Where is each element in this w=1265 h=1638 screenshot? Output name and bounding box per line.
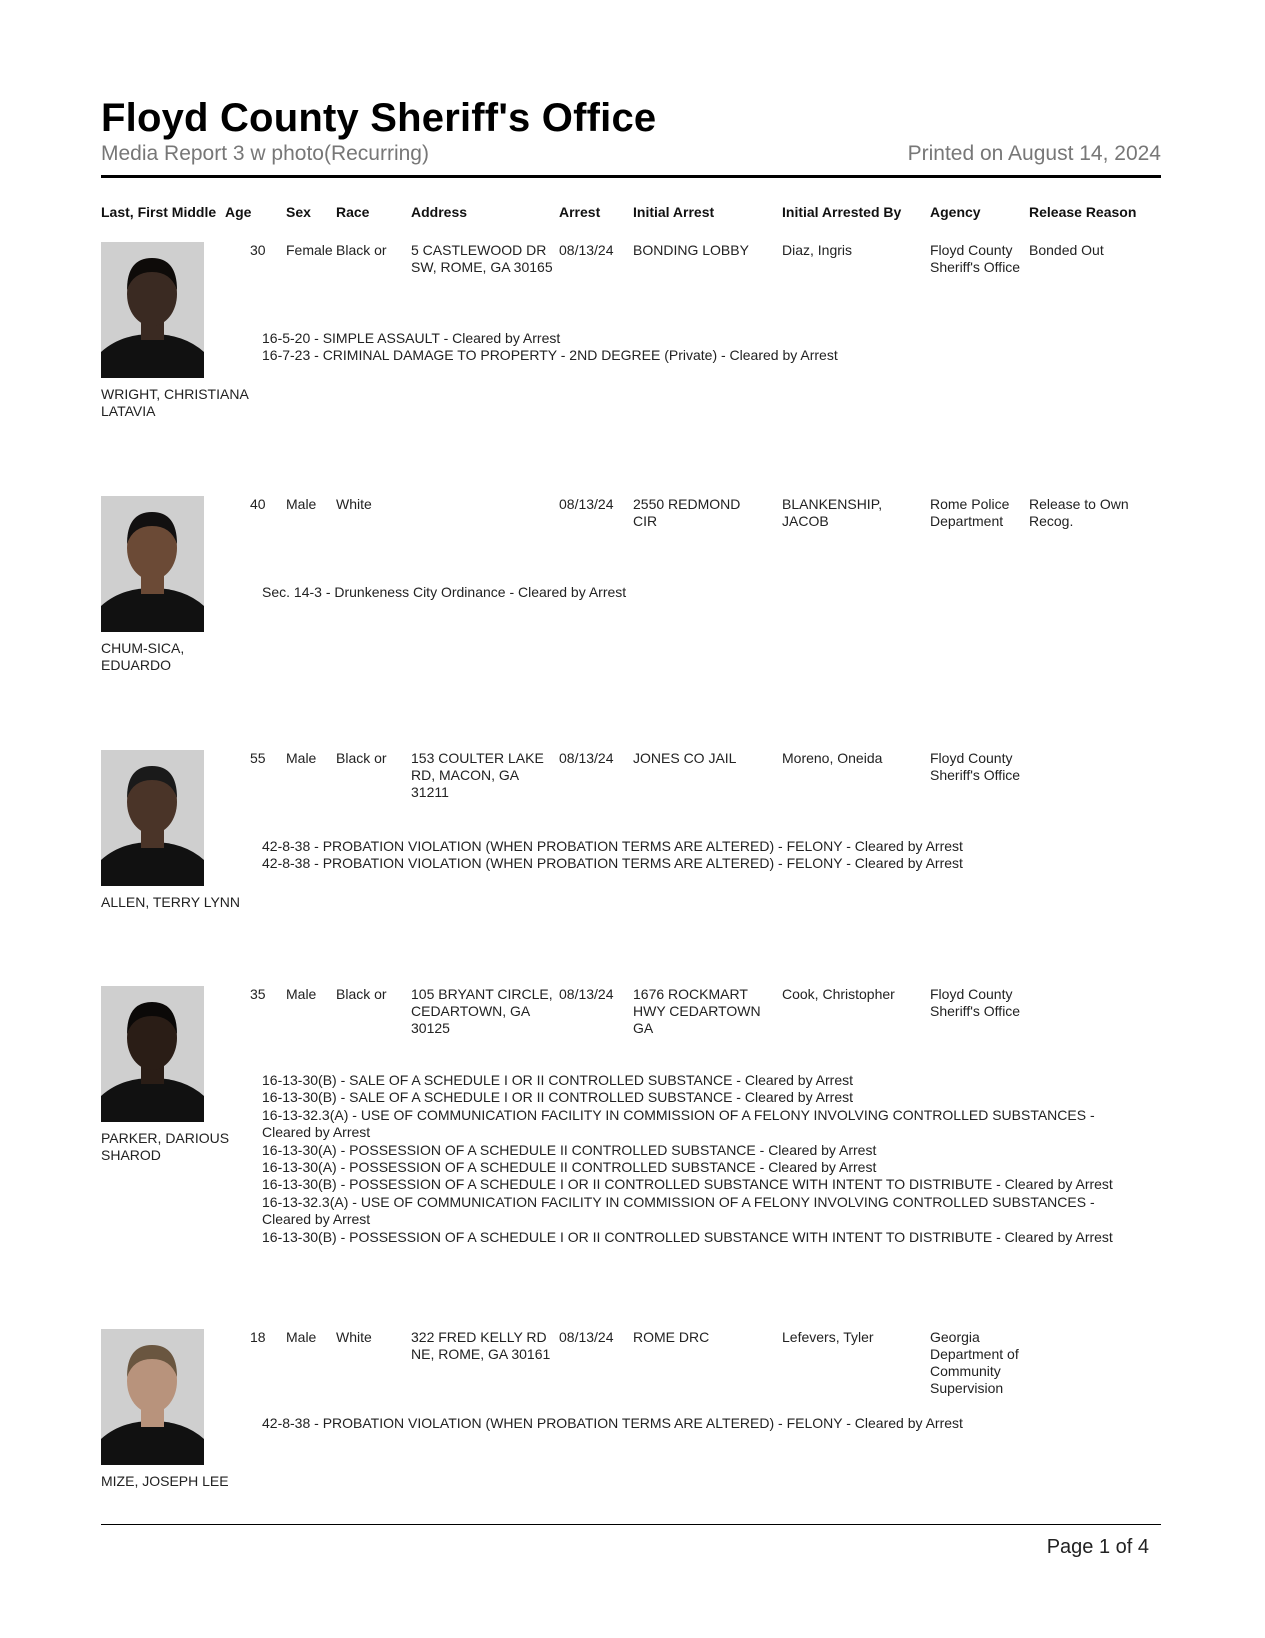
arrest-date-line: 08/13/24 <box>559 750 614 766</box>
arrest-date <box>559 986 614 1003</box>
initial-arrest-location-line: BONDING LOBBY <box>633 242 749 258</box>
col-header-agency: Agency <box>930 204 981 220</box>
arrestee-address-line: SW, ROME, GA 30165 <box>411 259 553 275</box>
initial-arrest-location <box>633 1329 709 1346</box>
col-header-name: Last, First Middle <box>101 204 217 220</box>
arrestee-name <box>101 640 261 674</box>
arrestee-sex <box>286 496 316 513</box>
arresting-agency-line: Floyd County <box>930 986 1013 1002</box>
col-header-initial-arrested-by: Initial Arrested By <box>782 204 902 220</box>
arrestee-race-line: White <box>336 496 372 512</box>
arrestee-age <box>250 986 266 1003</box>
release-reason-line: Recog. <box>1029 513 1074 529</box>
person-silhouette-icon <box>101 242 204 378</box>
charge-line: 16-13-32.3(A) - USE OF COMMUNICATION FACILITY IN COMMISSION OF A FELONY INVOLVING CONTROLLED SUBSTANCES - <box>262 1193 1095 1210</box>
mugshot-photo <box>101 496 204 632</box>
release-reason-line: Release to Own <box>1029 496 1129 512</box>
arrest-date-line: 08/13/24 <box>559 1329 614 1345</box>
arrestee-age <box>250 496 266 513</box>
arresting-agency-line: Floyd County <box>930 750 1013 766</box>
initial-arrest-location <box>633 496 740 530</box>
report-title: Floyd County Sheriff's Office <box>101 96 657 140</box>
charge-line: 16-13-30(B) - SALE OF A SCHEDULE I OR II CONTROLLED SUBSTANCE - Cleared by Arrest <box>262 1089 854 1106</box>
mugshot-photo <box>101 750 204 886</box>
arrest-date <box>559 242 614 259</box>
person-silhouette-icon <box>101 750 204 886</box>
arresting-agency-line: Sheriff's Office <box>930 259 1021 275</box>
arrestee-name-line: PARKER, DARIOUS <box>101 1130 230 1146</box>
initial-arrest-location <box>633 986 761 1037</box>
arrestee-sex <box>286 986 316 1003</box>
arrestee-address-line: 153 COULTER LAKE <box>411 750 544 766</box>
person-silhouette-icon <box>101 496 204 632</box>
release-reason <box>1029 242 1104 259</box>
arrestee-name <box>101 1130 261 1164</box>
arrestee-sex-line: Female <box>286 242 333 258</box>
person-silhouette-icon <box>101 986 204 1122</box>
initial-arrest-location <box>633 750 736 767</box>
charge-line: 16-13-30(B) - POSSESSION OF A SCHEDULE I OR II CONTROLLED SUBSTANCE WITH INTENT TO DISTRIBUTE - Cleared by Arrest <box>262 1176 1113 1193</box>
charge-line: 16-13-30(B) - SALE OF A SCHEDULE I OR II CONTROLLED SUBSTANCE - Cleared by Arrest <box>262 1072 854 1088</box>
arrestee-sex-line: Male <box>286 1329 317 1345</box>
initial-arrested-by <box>782 496 882 530</box>
arresting-agency <box>930 242 1020 276</box>
arrestee-age <box>250 750 266 767</box>
initial-arrested-by-line: Cook, Christopher <box>782 986 895 1002</box>
initial-arrest-location-line: CIR <box>633 513 658 529</box>
arresting-agency <box>930 1329 1019 1397</box>
charge-line: 16-13-30(A) - POSSESSION OF A SCHEDULE II CONTROLLED SUBSTANCE - Cleared by Arrest <box>262 1159 877 1176</box>
arrestee-address-line: 105 BRYANT CIRCLE, <box>411 986 553 1002</box>
arrestee-address-line: RD, MACON, GA <box>411 767 520 783</box>
charge-line: Cleared by Arrest <box>262 1124 371 1141</box>
charge-line: Sec. 14-3 - Drunkeness City Ordinance - Cleared by Arrest <box>262 584 627 600</box>
arrestee-race <box>336 986 387 1003</box>
arrest-date <box>559 1329 614 1346</box>
arrestee-race-line: Black or <box>336 242 387 258</box>
arrest-date-line: 08/13/24 <box>559 242 614 258</box>
initial-arrest-location <box>633 242 749 259</box>
arrestee-age-line: 18 <box>250 1329 266 1345</box>
arresting-agency <box>930 496 1009 530</box>
arresting-agency-line: Supervision <box>930 1380 1004 1396</box>
initial-arrest-location-line: JONES CO JAIL <box>633 750 737 766</box>
arrestee-address-line: 31211 <box>411 784 449 800</box>
release-reason-line: Bonded Out <box>1029 242 1104 258</box>
arresting-agency-line: Floyd County <box>930 242 1013 258</box>
arrest-date-line: 08/13/24 <box>559 986 614 1002</box>
initial-arrested-by <box>782 242 852 259</box>
initial-arrested-by <box>782 750 882 767</box>
col-header-initial-arrest: Initial Arrest <box>633 204 715 220</box>
charges-list <box>262 330 1167 365</box>
arrestee-name <box>101 894 261 911</box>
arrestee-age-line: 35 <box>250 986 266 1002</box>
initial-arrested-by-line: BLANKENSHIP, <box>782 496 883 512</box>
arrestee-race-line: White <box>336 1329 372 1345</box>
arrestee-name-line: SHAROD <box>101 1147 161 1163</box>
charge-line: 16-13-32.3(A) - USE OF COMMUNICATION FACILITY IN COMMISSION OF A FELONY INVOLVING CONTROLLED SUBSTANCES - <box>262 1106 1095 1123</box>
arrestee-address-line: NE, ROME, GA 30161 <box>411 1346 551 1362</box>
arrestee-sex <box>286 1329 316 1346</box>
person-silhouette-icon <box>101 1329 204 1465</box>
arrestee-age <box>250 1329 266 1346</box>
col-header-release-reason: Release Reason <box>1029 204 1137 220</box>
arrestee-name-line: WRIGHT, CHRISTIANA <box>101 386 249 402</box>
arrestee-name-line: ALLEN, TERRY LYNN <box>101 894 241 910</box>
arrestee-name-line: EDUARDO <box>101 657 172 673</box>
arresting-agency-line: Department of <box>930 1346 1019 1362</box>
charge-line: 42-8-38 - PROBATION VIOLATION (WHEN PROBATION TERMS ARE ALTERED) - FELONY - Cleared by Arrest <box>262 1415 963 1431</box>
mugshot-photo <box>101 1329 204 1465</box>
arresting-agency-line: Sheriff's Office <box>930 1003 1021 1019</box>
initial-arrest-location-line: 2550 REDMOND <box>633 496 741 512</box>
arrestee-race <box>336 242 387 259</box>
arresting-agency-line: Rome Police <box>930 496 1010 512</box>
arrestee-race <box>336 496 372 513</box>
arrestee-address-line: CEDARTOWN, GA <box>411 1003 531 1019</box>
arrestee-race <box>336 1329 372 1346</box>
initial-arrest-location-line: HWY CEDARTOWN <box>633 1003 761 1019</box>
arrestee-race-line: Black or <box>336 986 387 1002</box>
arrestee-address <box>411 750 544 801</box>
charge-line: 16-13-30(B) - POSSESSION OF A SCHEDULE I OR II CONTROLLED SUBSTANCE WITH INTENT TO DISTRIBUTE - Cleared by Arrest <box>262 1228 1113 1245</box>
initial-arrested-by-line: Diaz, Ingris <box>782 242 853 258</box>
arrest-date-line: 08/13/24 <box>559 496 614 512</box>
arrestee-age-line: 55 <box>250 750 266 766</box>
col-header-race: Race <box>336 204 370 220</box>
charge-line: Cleared by Arrest <box>262 1211 371 1228</box>
arrestee-name-line: LATAVIA <box>101 403 156 419</box>
charge-line: 16-13-30(A) - POSSESSION OF A SCHEDULE II CONTROLLED SUBSTANCE - Cleared by Arrest <box>262 1141 877 1158</box>
charge-line: 16-5-20 - SIMPLE ASSAULT - Cleared by Arrest <box>262 330 561 346</box>
col-header-age: Age <box>225 204 252 220</box>
initial-arrested-by <box>782 1329 874 1346</box>
mugshot-photo <box>101 986 204 1122</box>
report-subtitle: Media Report 3 w photo(Recurring) <box>101 142 429 165</box>
arrestee-sex <box>286 750 316 767</box>
arrestee-sex-line: Male <box>286 986 317 1002</box>
arrestee-address <box>411 986 553 1037</box>
arrestee-name <box>101 386 261 420</box>
col-header-sex: Sex <box>286 204 311 220</box>
arrestee-race-line: Black or <box>336 750 387 766</box>
footer-rule <box>101 1524 1161 1525</box>
arrestee-age <box>250 242 266 259</box>
arrestee-race <box>336 750 387 767</box>
charges-list <box>262 838 1167 873</box>
mugshot-photo <box>101 242 204 378</box>
arresting-agency <box>930 750 1020 784</box>
initial-arrest-location-line: 1676 ROCKMART <box>633 986 748 1002</box>
initial-arrest-location-line: GA <box>633 1020 654 1036</box>
charge-line: 16-7-23 - CRIMINAL DAMAGE TO PROPERTY - 2ND DEGREE (Private) - Cleared by Arrest <box>262 347 838 364</box>
arrestee-age-line: 30 <box>250 242 266 258</box>
arresting-agency-line: Sheriff's Office <box>930 767 1021 783</box>
header-rule <box>101 175 1161 178</box>
arrestee-address-line: 322 FRED KELLY RD <box>411 1329 547 1345</box>
charges-list <box>262 1415 1167 1432</box>
arrestee-sex-line: Male <box>286 750 317 766</box>
arrestee-address-line: 5 CASTLEWOOD DR <box>411 242 547 258</box>
col-header-arrest: Arrest <box>559 204 601 220</box>
arresting-agency-line: Community <box>930 1363 1001 1379</box>
printed-date: Printed on August 14, 2024 <box>907 142 1161 165</box>
arrestee-address <box>411 242 553 276</box>
charges-list <box>262 1072 1167 1246</box>
arresting-agency-line: Georgia <box>930 1329 980 1345</box>
charges-list <box>262 584 1167 601</box>
arrest-date <box>559 750 614 767</box>
arrestee-sex-line: Male <box>286 496 317 512</box>
initial-arrested-by <box>782 986 895 1003</box>
arrestee-name-line: CHUM-SICA, <box>101 640 185 656</box>
arrestee-sex <box>286 242 333 259</box>
arrestee-address <box>411 1329 550 1363</box>
initial-arrested-by-line: JACOB <box>782 513 829 529</box>
charge-line: 42-8-38 - PROBATION VIOLATION (WHEN PROBATION TERMS ARE ALTERED) - FELONY - Cleared by Arrest <box>262 838 963 854</box>
charge-line: 42-8-38 - PROBATION VIOLATION (WHEN PROBATION TERMS ARE ALTERED) - FELONY - Cleared by Arrest <box>262 855 963 872</box>
arrestee-name <box>101 1473 261 1490</box>
col-header-address: Address <box>411 204 468 220</box>
initial-arrest-location-line: ROME DRC <box>633 1329 710 1345</box>
arrestee-address-line: 30125 <box>411 1020 450 1036</box>
initial-arrested-by-line: Moreno, Oneida <box>782 750 883 766</box>
initial-arrested-by-line: Lefevers, Tyler <box>782 1329 874 1345</box>
arrestee-age-line: 40 <box>250 496 266 512</box>
page-number: Page 1 of 4 <box>1046 1536 1149 1558</box>
release-reason <box>1029 496 1129 530</box>
arresting-agency <box>930 986 1020 1020</box>
arrest-date <box>559 496 614 513</box>
arresting-agency-line: Department <box>930 513 1004 529</box>
arrestee-name-line: MIZE, JOSEPH LEE <box>101 1473 229 1489</box>
